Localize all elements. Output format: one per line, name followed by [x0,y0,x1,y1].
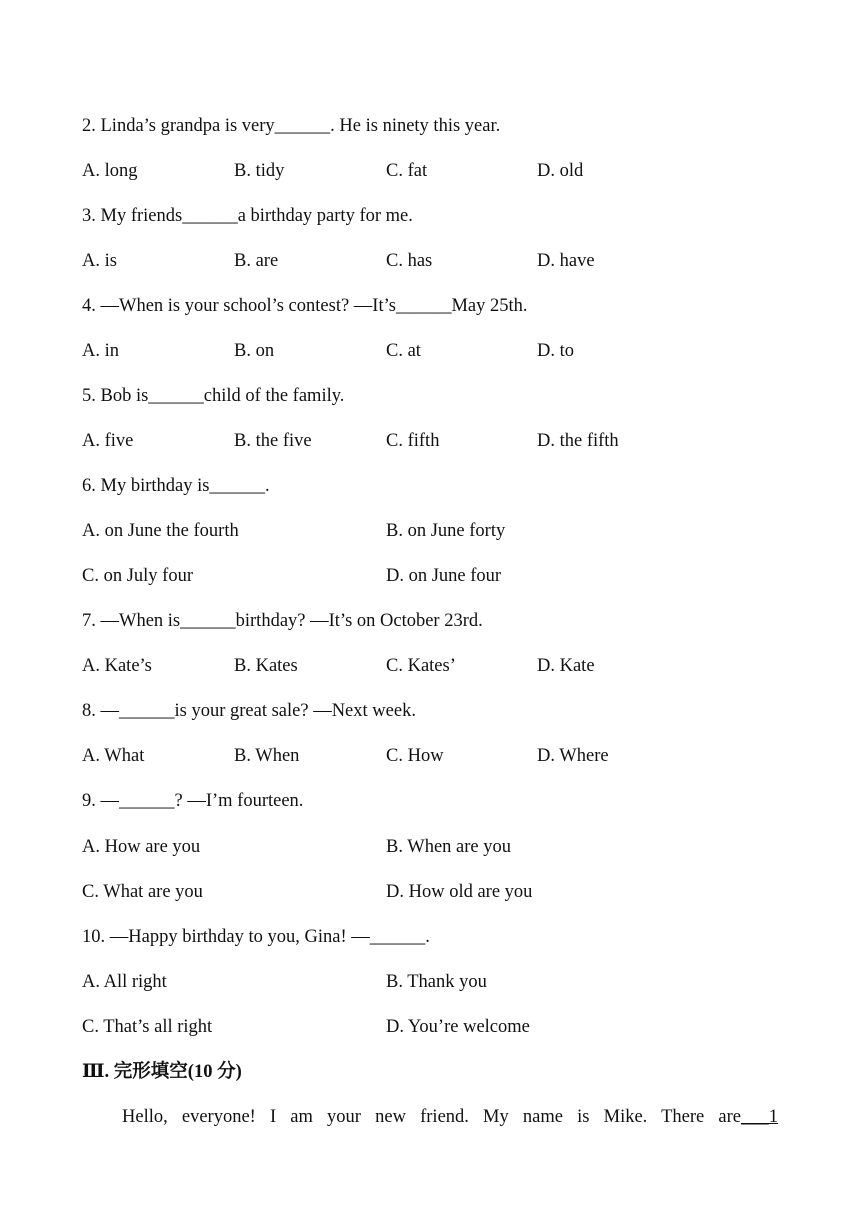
question-8-option-d: D. Where [537,746,609,766]
question-6-option-c: C. on July four [82,566,193,586]
question-6-stem: 6. My birthday is______. [82,476,270,496]
question-5-option-b: B. the five [234,431,312,451]
question-3-stem: 3. My friends______a birthday party for me. [82,206,413,226]
question-10-option-c: C. That’s all right [82,1017,213,1037]
question-10-option-b: B. Thank you [386,972,487,992]
question-7-option-b: B. Kates [234,656,298,676]
question-9-option-a: A. How are you [82,837,201,857]
question-6-option-d: D. on June four [386,566,502,586]
question-7-option-c: C. Kates’ [386,656,456,676]
question-9-stem: 9. —______? —I’m fourteen. [82,791,304,811]
question-4-option-a: A. in [82,341,119,361]
question-8-option-c: C. How [386,746,444,766]
question-9-option-b: B. When are you [386,837,512,857]
question-9-option-c: C. What are you [82,882,203,902]
question-4-option-b: B. on [234,341,275,361]
question-10-option-a: A. All right [82,972,167,992]
question-4-option-c: C. at [386,341,421,361]
question-3-option-d: D. have [537,251,595,271]
question-8-option-a: A. What [82,746,145,766]
question-4-option-d: D. to [537,341,574,361]
cloze-passage-text: Hello, everyone! I am your new friend. My name is Mike. There are [122,1107,741,1127]
question-5-option-c: C. fifth [386,431,440,451]
question-7-option-d: D. Kate [537,656,595,676]
question-5-option-d: D. the fifth [537,431,619,451]
question-6-option-a: A. on June the fourth [82,521,239,541]
question-10-option-d: D. You’re welcome [386,1017,530,1037]
question-8-option-b: B. When [234,746,300,766]
cloze-passage-line [122,1105,778,1129]
question-2-stem: 2. Linda’s grandpa is very______. He is ninety this year. [82,116,501,136]
question-4-stem: 4. —When is your school’s contest? —It’s______May 25th. [82,296,528,316]
question-2-option-b: B. tidy [234,161,285,181]
question-2-option-a: A. long [82,161,138,181]
question-5-option-a: A. five [82,431,134,451]
question-3-option-c: C. has [386,251,433,271]
question-2-option-c: C. fat [386,161,428,181]
question-10-stem: 10. —Happy birthday to you, Gina! —______. [82,927,430,947]
question-5-stem: 5. Bob is______child of the family. [82,386,345,406]
section-title-cloze: Ⅲ. 完形填空(10 分) [82,1062,242,1082]
question-9-option-d: D. How old are you [386,882,533,902]
question-3-option-b: B. are [234,251,279,271]
question-3-option-a: A. is [82,251,117,271]
question-7-option-a: A. Kate’s [82,656,152,676]
question-6-option-b: B. on June forty [386,521,506,541]
question-2-option-d: D. old [537,161,584,181]
question-7-stem: 7. —When is______birthday? —It’s on October 23rd. [82,611,483,631]
cloze-blank-1: ___1 [741,1107,778,1127]
question-8-stem: 8. —______is your great sale? —Next week. [82,701,416,721]
